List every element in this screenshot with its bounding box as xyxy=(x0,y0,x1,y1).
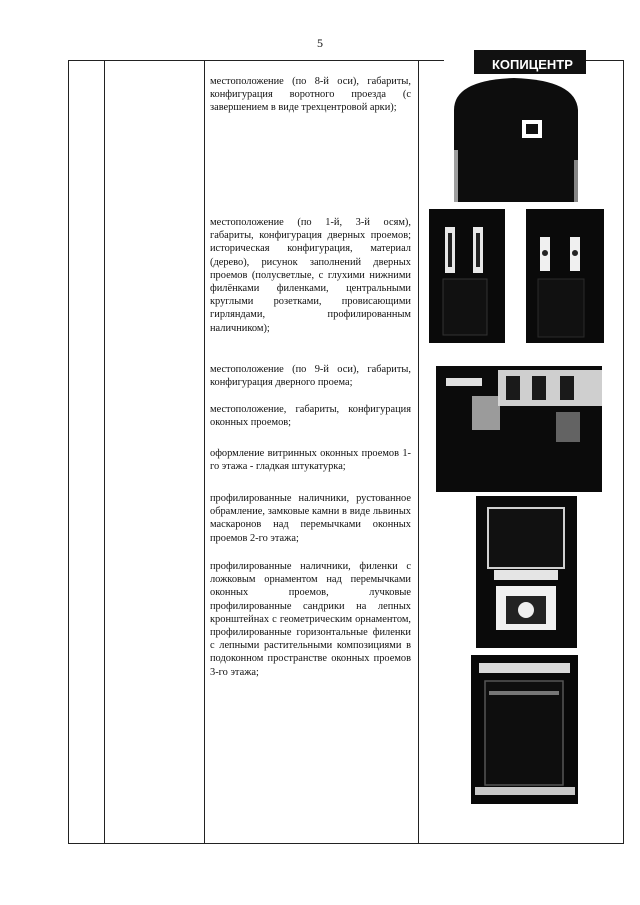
column-divider xyxy=(104,61,105,843)
page-number: 5 xyxy=(317,36,323,50)
feature-text-windows: местоположение, габариты, конфигурация оконных проемов; xyxy=(210,404,411,429)
feature-text-gate: местоположение (по 8-й оси), габариты, конфигурация воротного проезда (с завершением в виде трехцентровой арки); xyxy=(210,76,411,114)
window-floor3-photo xyxy=(471,655,578,804)
window-floor2-photo xyxy=(476,496,577,648)
feature-text-floor3: профилированные наличники, филенки с ложковым орнаментом над перемычками оконных проемов, лучковые профилированные сандрики на лепных кронштейнах с геометрическим орнаментом, профилированные горизонтальные филенки с лепными растительными композициями в подоконном пространстве оконных проемов 3-го этажа; xyxy=(210,561,411,678)
arch-photo xyxy=(444,50,586,202)
feature-text-shopfront: оформление витринных оконных проемов 1-го этажа - гладкая штукатурка; xyxy=(210,448,411,473)
feature-text-doors: местоположение (по 1-й, 3-й осям), габариты, конфигурация дверных проемов; историческая конфигурация, материал (дерево), рисунок заполнений дверных проемов (полусветлые, с глухими нижними филёнками филенками, центральными круглыми розетками, провисающими гирляндами, профилированным наличником); xyxy=(210,217,411,334)
feature-text-floor2: профилированные наличники, рустованное обрамление, замковые камни в виде львиных маскаронов над перемычками оконных проемов 2-го этажа; xyxy=(210,493,411,544)
column-divider xyxy=(204,61,205,843)
arch-sign-text: КОПИЦЕНТР xyxy=(492,57,573,72)
feature-text-door-9: местоположение (по 9-й оси), габариты, конфигурация дверного проема; xyxy=(210,364,411,389)
column-divider xyxy=(418,61,419,843)
door-photo-left xyxy=(429,209,505,343)
shopfront-photo xyxy=(436,366,602,492)
door-photo-right xyxy=(526,209,604,343)
